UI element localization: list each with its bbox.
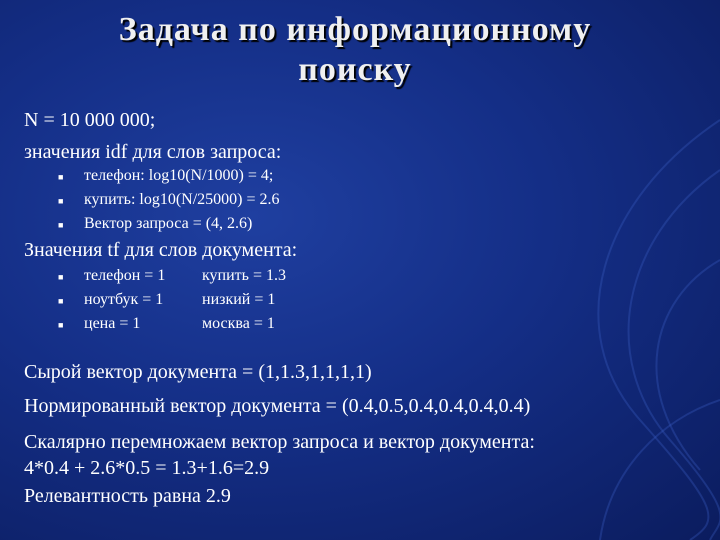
n-value-line: N = 10 000 000;: [24, 109, 156, 131]
title-line-2: поиску: [298, 51, 412, 88]
tf-item-price: цена = 1: [84, 315, 141, 332]
bullet-icon: ■: [58, 296, 64, 306]
tf-item-phone: телефон = 1: [84, 267, 166, 284]
bullet-icon: ■: [58, 320, 64, 330]
tf-item-moscow: москва = 1: [202, 315, 275, 332]
normalized-vector-line: Нормированный вектор документа = (0.4,0.5,0.4,0.4,0.4,0.4): [24, 395, 531, 417]
idf-item-buy: купить: log10(N/25000) = 2.6: [84, 191, 280, 208]
tf-item-low: низкий = 1: [202, 291, 276, 308]
calculation-line: 4*0.4 + 2.6*0.5 = 1.3+1.6=2.9: [24, 457, 270, 479]
tf-item-laptop: ноутбук = 1: [84, 291, 164, 308]
relevance-line: Релевантность равна 2.9: [24, 485, 231, 507]
slide-title: [0, 10, 710, 90]
title-line-1: Задача по информационному: [118, 11, 592, 48]
bullet-icon: ■: [58, 196, 64, 206]
bullet-icon: ■: [58, 172, 64, 182]
bullet-icon: ■: [58, 220, 64, 230]
idf-item-phone: телефон: log10(N/1000) = 4;: [84, 167, 274, 184]
idf-header: значения idf для слов запроса:: [24, 141, 282, 163]
raw-vector-line: Сырой вектор документа = (1,1.3,1,1,1,1): [24, 361, 372, 383]
tf-item-buy: купить = 1.3: [202, 267, 286, 284]
idf-item-query-vector: Вектор запроса = (4, 2.6): [84, 215, 253, 232]
tf-header: Значения tf для слов документа:: [24, 239, 298, 261]
dot-product-line: Скалярно перемножаем вектор запроса и вектор документа:: [24, 431, 535, 453]
bullet-icon: ■: [58, 272, 64, 282]
